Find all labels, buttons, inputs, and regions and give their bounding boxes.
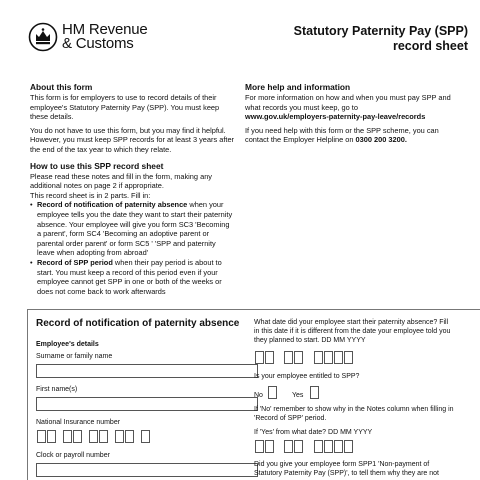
date-cell[interactable]: [294, 440, 303, 453]
date-cell[interactable]: [324, 440, 333, 453]
date-cell[interactable]: [255, 440, 264, 453]
entitled-question: Is your employee entitled to SPP?: [254, 373, 360, 380]
bullet-2-bold: Record of SPP period: [37, 257, 113, 267]
left-column: [30, 82, 235, 296]
yes-label: Yes: [292, 392, 304, 399]
howto-list: [30, 200, 235, 296]
date-cell[interactable]: [344, 351, 353, 364]
no-note: If 'No' remember to show why in the Notes column when filling in 'Record of SPP' period.: [254, 406, 454, 422]
firstname-label: First name(s): [36, 386, 78, 393]
help-paragraph-1: For more information on how and when you must pay SPP and what records you must keep, go to: [245, 93, 451, 112]
date-cell[interactable]: [265, 440, 274, 453]
ni-cell[interactable]: [99, 430, 108, 443]
ni-cell[interactable]: [125, 430, 134, 443]
howto-paragraph-1: Please read these notes and fill in the form, making any additional notes on page 2 if appropriate.: [30, 171, 212, 191]
ni-cell[interactable]: [37, 430, 46, 443]
spp1-question: Did you give your employee form SPP1 'Non-payment of Statutory Paternity Pay (SPP)', to tell them why they are not: [254, 461, 439, 477]
date-cell[interactable]: [334, 351, 343, 364]
bullet-1-bold: Record of notification of paternity absence: [37, 200, 188, 210]
logo-line2: & Customs: [62, 35, 134, 52]
clock-number-label: Clock or payroll number: [36, 452, 110, 459]
date-cell[interactable]: [314, 351, 323, 364]
yes-checkbox[interactable]: [310, 386, 319, 399]
ni-cell[interactable]: [89, 430, 98, 443]
ni-number-label: National Insurance number: [36, 419, 121, 426]
surname-field[interactable]: [36, 364, 258, 378]
employee-details-heading: Employee's details: [36, 341, 99, 348]
ni-cell[interactable]: [73, 430, 82, 443]
ni-cell[interactable]: [63, 430, 72, 443]
clock-number-field[interactable]: [36, 463, 258, 477]
howto-heading: How to use this SPP record sheet: [30, 160, 164, 171]
no-checkbox[interactable]: [268, 386, 277, 399]
help-paragraph-2: [245, 126, 460, 145]
helpline-phone: 0300 200 3200.: [355, 135, 407, 145]
logo-line1: HM Revenue: [62, 21, 148, 38]
firstname-field[interactable]: [36, 397, 258, 411]
help-text: If you need help with this form or the SPP scheme, you can contact the Employer Helpline on: [245, 125, 439, 145]
yes-date-question: If 'Yes' from what date? DD MM YYYY: [254, 429, 373, 436]
help-heading: More help and information: [245, 82, 351, 92]
right-column: [245, 82, 460, 149]
help-url-link[interactable]: www.gov.uk/employers-paternity-pay-leave/records: [245, 112, 426, 122]
start-date-question: What date did your employee start their paternity absence? Fill in this date if it is different from the date your employee told you they planned to start. DD MM YYYY: [254, 319, 451, 344]
document-title: [294, 24, 468, 54]
list-item: [30, 258, 235, 296]
about-paragraph-2: You do not have to use this form, but you may find it helpful. However, you must keep SPP records for at least 3 years after the end of the tax year to which they relate.: [30, 125, 235, 154]
hmrc-logo: [28, 22, 148, 52]
bullet-1-text: when your employee tells you the date they want to start their paternity absence. Your employee will give you form SC3 'Becoming a parent', form SC4 'Becoming an adoptive parent or parental order parent' or form SC5 ' 'SPP and paternity leave when adopting from abroad': [37, 200, 233, 258]
date-cell[interactable]: [314, 440, 323, 453]
howto-paragraph-2: This record sheet is in 2 parts. Fill in:: [30, 190, 151, 200]
form-title: Record of notification of paternity absence: [36, 318, 240, 329]
ni-cell[interactable]: [115, 430, 124, 443]
ni-cell[interactable]: [47, 430, 56, 443]
date-cell[interactable]: [265, 351, 274, 364]
date-cell[interactable]: [255, 351, 264, 364]
no-label: No: [254, 392, 263, 399]
date-cell[interactable]: [284, 440, 293, 453]
date-cell[interactable]: [324, 351, 333, 364]
ni-cell[interactable]: [141, 430, 150, 443]
about-heading: About this form: [30, 82, 93, 92]
title-line1: Statutory Paternity Pay (SPP): [293, 24, 468, 38]
list-item: [30, 200, 235, 258]
about-paragraph-1: This form is for employers to use to record details of their employee's Statutory Paternity Pay (SPP). You must keep these details.: [30, 93, 220, 122]
date-cell[interactable]: [334, 440, 343, 453]
notification-form: [27, 309, 480, 480]
page-header: [0, 0, 480, 68]
surname-label: Surname or family name: [36, 353, 113, 360]
date-cell[interactable]: [284, 351, 293, 364]
title-line2: record sheet: [392, 39, 468, 53]
bullet-2-text: when their pay period is about to start. You must keep a record of this period even if your employee cannot get SPP in one or both of the weeks or does not come back to work afterwards: [37, 257, 222, 296]
crest-icon: [28, 22, 58, 52]
date-cell[interactable]: [294, 351, 303, 364]
date-cell[interactable]: [344, 440, 353, 453]
